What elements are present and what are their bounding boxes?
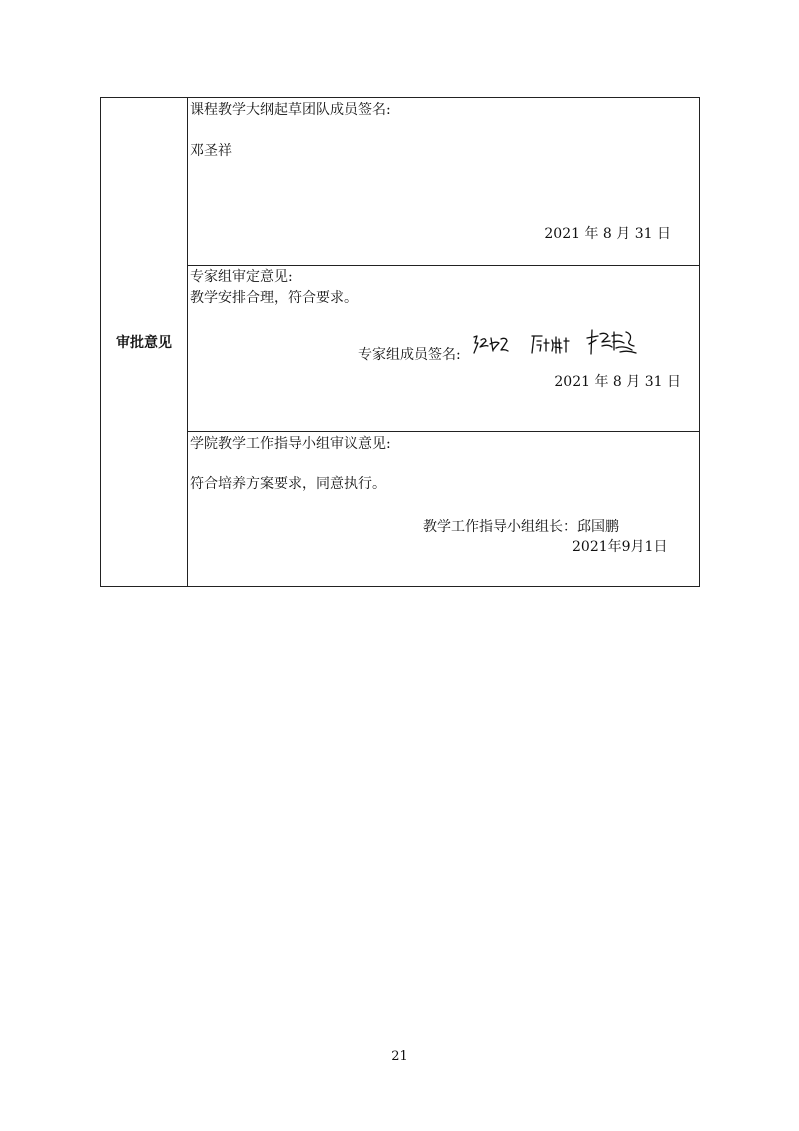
- expert-signature-label: 专家组成员签名:: [358, 347, 461, 363]
- expert-signature-2: [528, 331, 572, 359]
- drafting-team-heading: 课程教学大纲起草团队成员签名:: [190, 102, 391, 118]
- expert-group-date: 2021 年 8 月 31 日: [554, 374, 681, 390]
- drafting-team-member: 邓圣祥: [190, 143, 232, 159]
- expert-signature-3: [586, 326, 638, 358]
- drafting-team-section: [188, 98, 699, 266]
- expert-group-heading: 专家组审定意见:: [190, 269, 293, 285]
- expert-group-section: [188, 266, 699, 432]
- page-number: 21: [391, 1049, 408, 1064]
- college-group-opinion: 符合培养方案要求，同意执行。: [190, 476, 386, 492]
- college-group-leader: 教学工作指导小组组长：邱国鹏: [423, 519, 619, 535]
- expert-group-opinion: 教学安排合理，符合要求。: [190, 290, 358, 306]
- college-group-date: 2021年9月1日: [572, 539, 668, 555]
- college-group-section: [188, 432, 699, 586]
- expert-signature-1: [471, 331, 511, 359]
- drafting-team-date: 2021 年 8 月 31 日: [544, 226, 671, 242]
- college-group-heading: 学院教学工作指导小组审议意见:: [190, 436, 391, 452]
- approval-label: 审批意见: [101, 98, 188, 586]
- approval-table: [100, 97, 700, 587]
